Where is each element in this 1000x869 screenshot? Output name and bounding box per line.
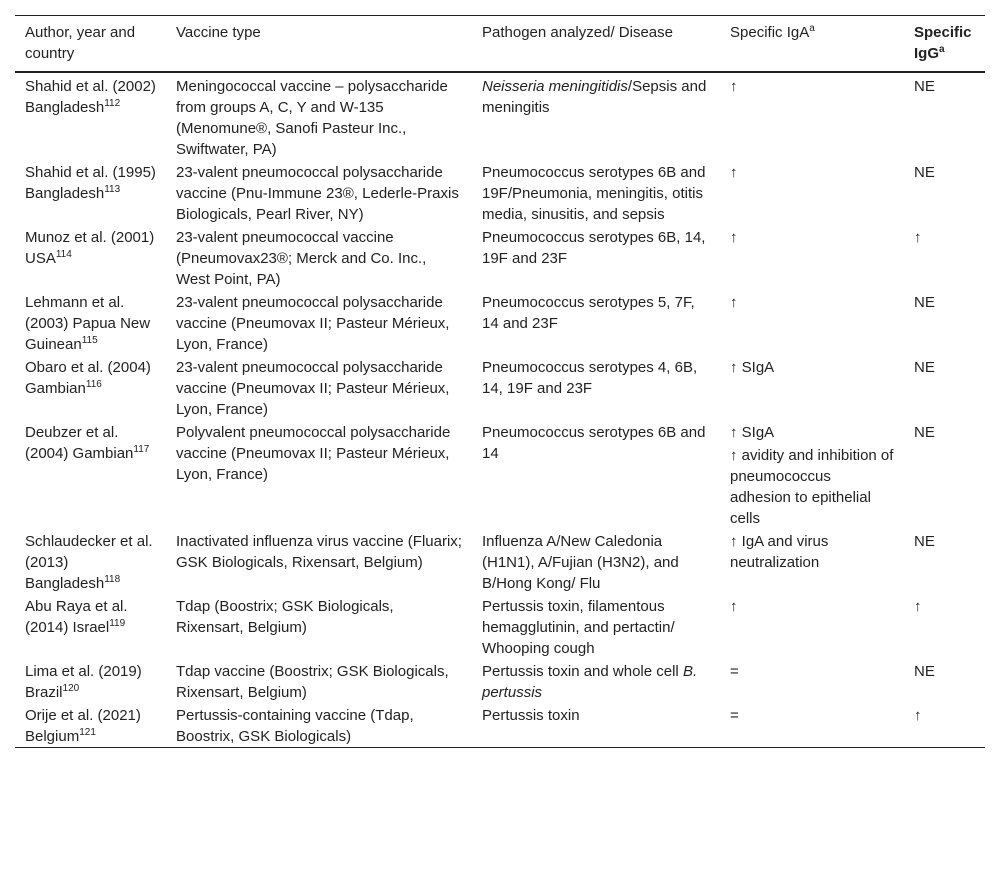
iga-result: ↑ IgA and virus neutralization — [730, 533, 829, 571]
vaccine-text: Tdap vaccine (Boostrix; GSK Biologicals, Rixensart, Belgium) — [176, 663, 449, 701]
pathogen-text: Pneumococcus serotypes 6B, 14, 19F and 23F — [482, 229, 706, 267]
cell-pathogen — [472, 225, 720, 290]
cell-pathogen — [472, 420, 720, 529]
reference-number: 119 — [109, 618, 126, 629]
author-text: Munoz et al. (2001) USA — [25, 229, 155, 267]
reference-number: 114 — [55, 249, 72, 260]
igg-result: NE — [914, 164, 935, 181]
table-body — [15, 72, 985, 748]
author-text: Obaro et al. (2004) Gambian — [25, 359, 151, 397]
cell-specific-iga — [720, 659, 904, 703]
table-row — [15, 160, 985, 225]
iga-result: = — [730, 663, 739, 680]
cell-specific-igg — [904, 225, 985, 290]
cell-specific-iga — [720, 72, 904, 160]
author-text: Abu Raya et al. (2014) Israel — [25, 598, 128, 636]
header-pathogen — [472, 16, 720, 73]
header-label: Pathogen analyzed/ Disease — [482, 24, 673, 41]
author-text: Deubzer et al. (2004) Gambian — [25, 424, 134, 462]
vaccine-text: Polyvalent pneumococcal polysaccharide vaccine (Pneumovax II; Pasteur Mérieux, Lyon, France) — [176, 424, 451, 483]
pathogen-text: Pneumococcus serotypes 6B and 19F/Pneumonia, meningitis, otitis media, sinusitis, and sepsis — [482, 164, 706, 223]
table-row — [15, 355, 985, 420]
cell-vaccine-type — [166, 594, 472, 659]
header-label: Specific IgA — [730, 24, 810, 41]
iga-result: ↑ — [730, 294, 738, 311]
author-text: Schlaudecker et al. (2013) Bangladesh — [25, 533, 153, 592]
pathogen-text: /Sepsis and meningitis — [482, 78, 707, 116]
cell-specific-iga — [720, 225, 904, 290]
cell-pathogen — [472, 290, 720, 355]
reference-number: 117 — [133, 444, 150, 455]
cell-specific-iga — [720, 290, 904, 355]
cell-specific-iga — [720, 594, 904, 659]
cell-specific-iga — [720, 355, 904, 420]
cell-specific-igg — [904, 160, 985, 225]
cell-vaccine-type — [166, 420, 472, 529]
pathogen-text: Pertussis toxin — [482, 707, 580, 724]
iga-result: ↑ avidity and inhibition of pneumococcus adhesion to epithelial cells — [730, 447, 894, 527]
header-specific-iga — [720, 16, 904, 73]
igg-result: ↑ — [914, 229, 922, 246]
cell-author — [15, 355, 166, 420]
cell-pathogen — [472, 703, 720, 748]
header-label: Vaccine type — [176, 24, 261, 41]
footnote-marker: a — [939, 44, 945, 55]
header-vaccine-type — [166, 16, 472, 73]
pathogen-text: Pertussis toxin and whole cell — [482, 663, 683, 680]
iga-result: ↑ — [730, 78, 738, 95]
cell-pathogen — [472, 659, 720, 703]
cell-vaccine-type — [166, 290, 472, 355]
table-row — [15, 703, 985, 748]
cell-author — [15, 594, 166, 659]
author-text: Lima et al. (2019) Brazil — [25, 663, 142, 701]
pathogen-italic-text: B. pertussis — [482, 663, 698, 701]
cell-pathogen — [472, 594, 720, 659]
igg-result: ↑ — [914, 707, 922, 724]
header-label: Author, year and country — [25, 24, 136, 62]
table-row — [15, 290, 985, 355]
igg-result: NE — [914, 424, 935, 441]
pathogen-text: Influenza A/New Caledonia (H1N1), A/Fujian (H3N2), and B/Hong Kong/ Flu — [482, 533, 679, 592]
reference-number: 118 — [104, 574, 121, 585]
reference-number: 112 — [104, 98, 121, 109]
cell-specific-iga — [720, 420, 904, 529]
table-row — [15, 529, 985, 594]
iga-result: ↑ SIgA — [730, 424, 775, 441]
cell-specific-iga — [720, 529, 904, 594]
pathogen-text: Pertussis toxin, filamentous hemagglutinin, and pertactin/ Whooping cough — [482, 598, 675, 657]
cell-specific-igg — [904, 594, 985, 659]
iga-result: ↑ — [730, 164, 738, 181]
header-row — [15, 16, 985, 73]
table-row — [15, 420, 985, 529]
footnote-marker: a — [809, 23, 815, 34]
cell-author — [15, 160, 166, 225]
vaccine-text: 23-valent pneumococcal polysaccharide vaccine (Pneumovax II; Pasteur Mérieux, Lyon, France) — [176, 294, 450, 353]
cell-pathogen — [472, 160, 720, 225]
igg-result: NE — [914, 359, 935, 376]
header-specific-igg — [904, 16, 985, 73]
vaccine-text: 23-valent pneumococcal polysaccharide vaccine (Pnu-Immune 23®, Lederle-Praxis Biologicals, Pearl River, NY) — [176, 164, 459, 223]
iga-result: = — [730, 707, 739, 724]
cell-pathogen — [472, 529, 720, 594]
cell-vaccine-type — [166, 529, 472, 594]
pathogen-text: Pneumococcus serotypes 6B and 14 — [482, 424, 706, 462]
cell-vaccine-type — [166, 703, 472, 748]
cell-vaccine-type — [166, 225, 472, 290]
reference-number: 113 — [104, 184, 121, 195]
cell-author — [15, 225, 166, 290]
igg-result: NE — [914, 533, 935, 550]
author-text: Lehmann et al. (2003) Papua New Guinean — [25, 294, 151, 353]
cell-pathogen — [472, 355, 720, 420]
reference-number: 115 — [81, 335, 98, 346]
cell-author — [15, 529, 166, 594]
table-row — [15, 659, 985, 703]
cell-vaccine-type — [166, 659, 472, 703]
cell-specific-igg — [904, 420, 985, 529]
pathogen-italic-text: Neisseria meningitidis — [482, 78, 628, 95]
author-text: Shahid et al. (1995) Bangladesh — [25, 164, 156, 202]
cell-specific-igg — [904, 72, 985, 160]
table-header — [15, 16, 985, 73]
pathogen-text: Pneumococcus serotypes 4, 6B, 14, 19F and 23F — [482, 359, 698, 397]
table-row — [15, 225, 985, 290]
pathogen-text: Pneumococcus serotypes 5, 7F, 14 and 23F — [482, 294, 695, 332]
cell-specific-iga — [720, 703, 904, 748]
vaccine-text: 23-valent pneumococcal polysaccharide vaccine (Pneumovax II; Pasteur Mérieux, Lyon, France) — [176, 359, 450, 418]
cell-specific-igg — [904, 703, 985, 748]
vaccine-text: Inactivated influenza virus vaccine (Fluarix; GSK Biologicals, Rixensart, Belgium) — [176, 533, 462, 571]
iga-result: ↑ — [730, 229, 738, 246]
cell-vaccine-type — [166, 72, 472, 160]
reference-number: 120 — [62, 683, 80, 694]
header-author — [15, 16, 166, 73]
cell-author — [15, 703, 166, 748]
reference-number: 121 — [79, 727, 96, 738]
cell-author — [15, 290, 166, 355]
table-row — [15, 72, 985, 160]
igg-result: NE — [914, 78, 935, 95]
author-text: Orije et al. (2021) Belgium — [25, 707, 141, 745]
cell-pathogen — [472, 72, 720, 160]
vaccine-text: Tdap (Boostrix; GSK Biologicals, Rixensart, Belgium) — [176, 598, 394, 636]
cell-vaccine-type — [166, 355, 472, 420]
igg-result: ↑ — [914, 598, 922, 615]
cell-specific-iga — [720, 160, 904, 225]
vaccine-text: Meningococcal vaccine – polysaccharide from groups A, C, Y and W-135 (Menomune®, Sanofi Pasteur Inc., Swiftwater, PA) — [176, 78, 448, 158]
cell-author — [15, 420, 166, 529]
iga-result: ↑ SIgA — [730, 359, 775, 376]
cell-author — [15, 72, 166, 160]
cell-specific-igg — [904, 529, 985, 594]
table-row — [15, 594, 985, 659]
igg-result: NE — [914, 294, 935, 311]
author-text: Shahid et al. (2002) Bangladesh — [25, 78, 156, 116]
cell-specific-igg — [904, 355, 985, 420]
vaccine-text: Pertussis-containing vaccine (Tdap, Boostrix, GSK Biologicals) — [176, 707, 414, 745]
header-label: Specific IgG — [914, 24, 972, 62]
cell-specific-igg — [904, 290, 985, 355]
igg-result: NE — [914, 663, 935, 680]
cell-specific-igg — [904, 659, 985, 703]
cell-vaccine-type — [166, 160, 472, 225]
vaccine-text: 23-valent pneumococcal vaccine (Pneumovax23®; Merck and Co. Inc., West Point, PA) — [176, 229, 427, 288]
table-container — [15, 15, 985, 748]
cell-author — [15, 659, 166, 703]
vaccine-antibody-table — [15, 15, 985, 748]
reference-number: 116 — [85, 379, 102, 390]
iga-result: ↑ — [730, 598, 738, 615]
